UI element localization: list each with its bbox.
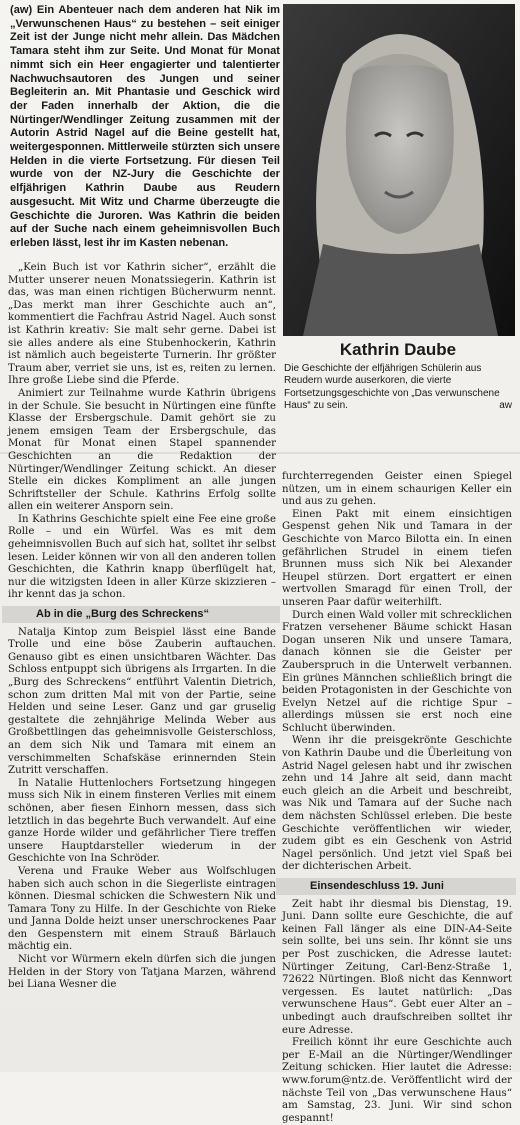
article-paragraph: Freilich könnt ihr eure Geschichte auch per E-Mail an die Nürtinger/Wendlinger Zeitung schicken. Hier lautet die Adresse: www.forum@ntz.de. Veröffentlicht wird der nächste Teil von „Das verwunschene Haus“ am Samstag, 23. Juni. Wir sind schon gespannt!	[282, 1037, 512, 1124]
right-column	[282, 471, 512, 1125]
article-paragraph: Wenn ihr die preisgekrönte Geschichte von Kathrin Daube und die Überleitung von Astrid Nagel gelesen habt und ihr zwischen zehn und 14 Jahre alt seid, dann macht euch gleich an die Arbeit und beschreibt, was Nik und Tamara auf der Suche nach dem nächsten Schlüssel erleben. Die beste Geschichte veröffentlichen wir wieder, zudem gibt es ein Geschenk von Astrid Nagel persönlich. Und jetzt viel Spaß bei der dichterischen Arbeit.	[282, 735, 512, 873]
article-paragraph: Natalja Kintop zum Beispiel lässt eine Bande Trolle und eine böse Zauberin auftauchen. Genauso gibt es einen unsichtbaren Wächter. Das Schloss entpuppt sich übrigens als Irrgarten. In die „Burg des Schreckens“ entführt Valentin Dietrich, schon zum dritten Mal mit von der Partie, seine Helden und seine Leser. Ganz und gar gruselig gestaltete die zehnjährige Melinda Weber aus Großbettlingen das geheimnisvolle Geisterschloss, an dem sich Nik und Tamara mit einem an verschimmelten Schafskäse erinnernden Stein Zutritt verschaffen.	[8, 626, 276, 777]
subheading: Ab in die „Burg des Schreckens“	[2, 606, 280, 623]
photo-caption	[284, 363, 512, 412]
photo-caption-text: Die Geschichte der elfjährigen Schülerin aus Reudern wurde auserkoren, die vierte Fortsetzungsgeschichte von „Das verwunschene Haus“ zu sein.	[284, 363, 500, 411]
author-tag: aw	[499, 399, 512, 411]
portrait-photo	[283, 4, 515, 336]
article-paragraph: Durch einen Wald voller mit schrecklichen Fratzen versehener Bäume schickt Hasan Dogan unseren Nik und unsere Tamara, danach können sie die Geister per Zauberspruch in die Unterwelt verbannen. Ein grünes Männchen schließlich bringt die beiden Protagonisten in der Geschichte von Evelyn Netzel auf die richtige Spur – allerdings müssen sie erst noch eine Schlucht überwinden.	[282, 609, 512, 734]
article-paragraph: Zeit habt ihr diesmal bis Dienstag, 19. Juni. Dann sollte eure Geschichte, die auf keinen Fall länger als eine DIN-A4-Seite sein sollte, bei uns sein. Ihr könnt sie uns per Post zuschicken, die Adresse lautet: Nürtinger Zeitung, Carl-Benz-Straße 1, 72622 Nürtingen. Bloß nicht das Kennwort vergessen. Es lautet natürlich: „Das verwunschene Haus“. Gebt euer Alter an – unbedingt auch draufschreiben solltet ihr eure Adresse.	[282, 898, 512, 1036]
lead-paragraph: (aw) Ein Abenteuer nach dem anderen hat Nik im „Verwunschenen Haus“ zu bestehen – seit einiger Zeit ist der Junge nicht mehr allein. Das Mädchen Tamara steht ihm zur Seite. Und Monat für Monat nimmt sich ein Heer engagierter und talentierter Nachwuchsautoren des Jungen und seiner Begleiterin an. Mit Phantasie und Geschick wird der Faden innerhalb der Aktion, die die Nürtinger/Wendlinger Zeitung zusammen mit der Autorin Astrid Nagel auf die Beine gestellt hat, weitergesponnen. Mittlerweile stürzten sich unsere Helden in die vierte Fortsetzung. Für diesen Teil wurde von der NZ-Jury die Geschichte der elfjährigen Kathrin Daube aus Reudern ausgesucht. Mit Witz und Charme überzeugte die Geschichte die Juroren. Was Kathrin die beiden auf der Suche nach einem geheimnisvollen Buch erleben lässt, lest ihr im Kasten nebenan.	[10, 4, 280, 249]
article-paragraph: In Kathrins Geschichte spielt eine Fee eine große Rolle – und ein Würfel. Was es mit dem geheimnisvollen Buch auf sich hat, solltet ihr selbst lesen. Leider können wir von all den anderen tollen Geschichten, die Kathrin knapp überflügelt hat, nur die witzigsten Ideen in aller Kürze skizzieren – ihr kennt das ja schon.	[8, 513, 276, 601]
article-paragraph: Animiert zur Teilnahme wurde Kathrin übrigens in der Schule. Sie besucht in Nürtingen eine fünfte Klasse der Ersbergschule. Damit gehört sie zu jenem emsigen Team der Ersbergschule, das Monat für Monat einen Stapel spannender Geschichten an die Redaktion der Nürtinger/Wendlinger Zeitung schickt. An dieser Stelle ein dickes Kompliment an alle jungen Schriftsteller der Schule. Kathrins Erfolg sollte allen ein weiterer Ansporn sein.	[8, 387, 276, 513]
girl-portrait-image	[283, 4, 515, 336]
article-paragraph: furchterregenden Geister einen Spiegel nützen, um in einem schaurigen Keller ein und aus zu gehen.	[282, 471, 512, 508]
subheading: Einsendeschluss 19. Juni	[276, 878, 516, 895]
article-paragraph: Nicht vor Würmern ekeln dürfen sich die jungen Helden in der Story von Tatjana Marzen, während bei Liana Wesner die	[8, 954, 276, 991]
article-paragraph: In Natalie Huttenlochers Fortsetzung hingegen muss sich Nik in einem finsteren Verlies mit einem schönen, aber fiesen Einhorn messen, dass sich letztlich in das begehrte Buch verwandelt. Auf eine ganze Horde wilder und gefährlicher Tiere treffen unsere Hauptdarsteller wiederum in der Geschichte von Ina Schröder.	[8, 777, 276, 865]
article-paragraph: Verena und Frauke Weber aus Wolfschlugen haben sich auch schon in die Siegerliste eintragen können. Diesmal schicken die Schwestern Nik und Tamara Tony zu Hilfe. In der Geschichte von Rieke und Janna Dolde heizt unser unerschrockenes Paar den Gespenstern mit einem Strauß Bärlauch mächtig ein.	[8, 865, 276, 953]
article-paragraph: „Kein Buch ist vor Kathrin sicher“, erzählt die Mutter unserer neuen Monatssiegerin. Kathrin ist das, was man einen richtigen Bücherwurm nennt. „Das merkt man ihrer Geschichte auch an“, kommentiert die Fachfrau Astrid Nagel. Auch sonst ist Kathrin kreativ: Sie malt sehr gerne. Dabei ist sie alles andere als eine Stubenhockerin, Kathrin ist nämlich auch begeisterte Turnerin. Ihr größter Traum aber, verriet sie uns, ist es, reiten zu lernen. Ihre große Liebe sind die Pferde.	[8, 262, 276, 387]
article-paragraph: Einen Pakt mit einem einsichtigen Gespenst gehen Nik und Tamara in der Geschichte von Marco Bilotta ein. In einen gefährlichen Strudel in einem tiefen Brunnen muss sich Nik bei Alexander Heupel stürzen. Dort ergattert er einen wertvollen Smaragd für einen Troll, der unseren Paar dafür weiterhilft.	[282, 508, 512, 608]
photo-caption-name: Kathrin Daube	[339, 340, 457, 359]
left-column	[8, 262, 276, 992]
